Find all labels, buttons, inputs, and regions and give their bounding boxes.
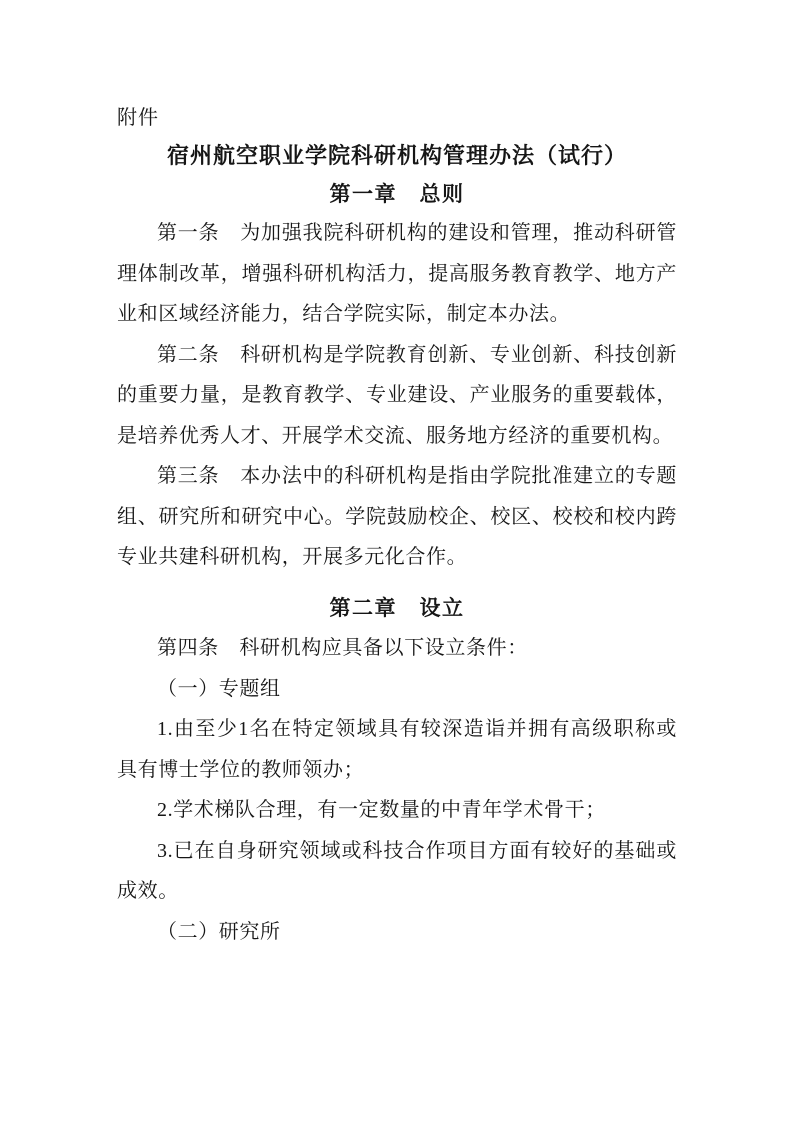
- article-3-paragraph: 第三条 本办法中的科研机构是指由学院批准建立的专题组、研究所和研究中心。学院鼓励校企、校区、校校和校内跨专业共建科研机构，开展多元化合作。: [117, 465, 677, 568]
- document-title: 宿州航空职业学院科研机构管理办法（试行）: [166, 143, 627, 168]
- article-2-paragraph: 第二条 科研机构是学院教育创新、专业创新、科技创新的重要力量，是教育教学、专业建设、产业服务的重要载体，是培养优秀人才、开展学术交流、服务地方经济的重要机构。: [117, 343, 677, 447]
- article-4-paragraph: 第四条 科研机构应具备以下设立条件：: [157, 637, 528, 659]
- condition-item-1: 1.由至少1名在特定领域具有较深造诣并拥有高级职称或具有博士学位的教师领办；: [117, 718, 677, 781]
- document-content: [117, 0, 677, 952]
- attachment-label: 附件: [117, 107, 159, 129]
- article-1-paragraph: 第一条 为加强我院科研机构的建设和管理，推动科研管理体制改革，增强科研机构活力，提高服务教育教学、地方产业和区域经济能力，结合学院实际，制定本办法。: [117, 222, 677, 325]
- subsection-1-label: （一）专题组: [157, 677, 281, 700]
- chapter-2-heading: 第二章 设立: [329, 595, 465, 620]
- condition-item-2: 2.学术梯队合理，有一定数量的中青年学术骨干；: [157, 799, 606, 821]
- subsection-2-label: （二）研究所: [157, 920, 281, 943]
- chapter-1-heading: 第一章 总则: [329, 182, 465, 206]
- condition-item-3: 3.已在自身研究领域或科技合作项目方面有较好的基础或成效。: [117, 839, 677, 902]
